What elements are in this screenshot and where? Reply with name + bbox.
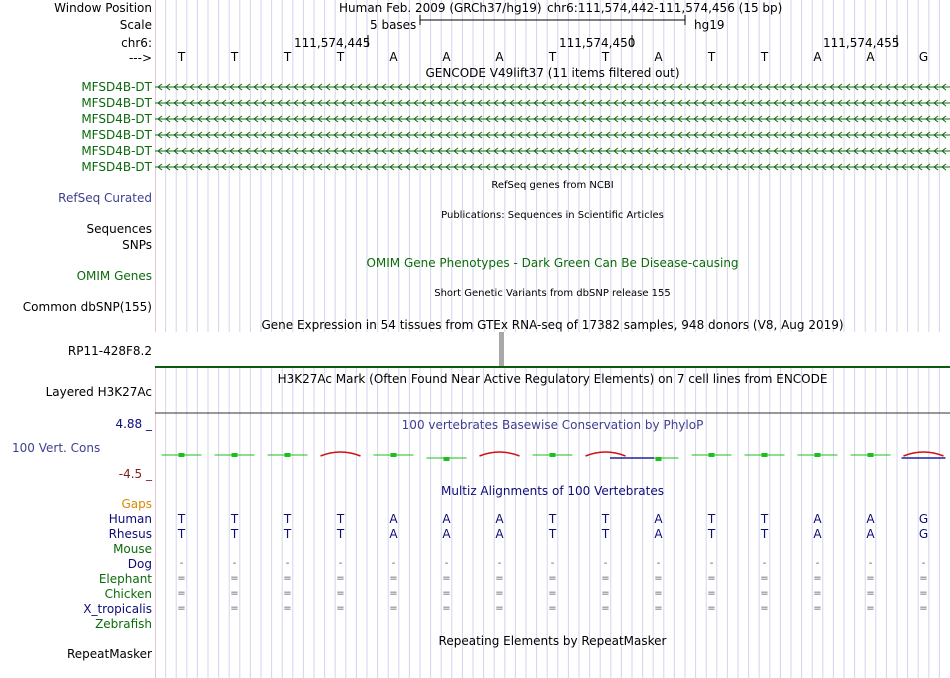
multiz-base: = xyxy=(548,573,557,584)
multiz-base: T xyxy=(336,512,345,526)
multiz-base: = xyxy=(495,603,504,614)
base-letter: A xyxy=(866,50,875,64)
multiz-base: = xyxy=(919,573,928,584)
phylop-mark xyxy=(374,453,414,457)
multiz-base: - xyxy=(762,558,767,569)
multiz-base: - xyxy=(179,558,184,569)
base-letter: T xyxy=(230,50,239,64)
multiz-base: = xyxy=(548,603,557,614)
multiz-base: A xyxy=(442,527,451,541)
refseq-track-title[interactable]: RefSeq genes from NCBI xyxy=(491,180,614,191)
multiz-base: = xyxy=(548,588,557,599)
position-label: chr6:111,574,442-111,574,456 (15 bp) xyxy=(547,1,783,15)
multiz-base: = xyxy=(601,573,610,584)
multiz-base: - xyxy=(603,558,608,569)
multiz-base: = xyxy=(707,588,716,599)
multiz-base: = xyxy=(654,588,663,599)
gaps-label[interactable]: Gaps xyxy=(121,497,152,511)
multiz-base: A xyxy=(389,512,398,526)
base-letter: T xyxy=(760,50,769,64)
base-letter: A xyxy=(813,50,822,64)
gene-track-label[interactable]: MFSD4B-DT xyxy=(81,128,152,142)
multiz-base: - xyxy=(338,558,343,569)
multiz-base: - xyxy=(232,558,237,569)
chrom-label[interactable]: chr6: xyxy=(121,36,152,50)
multiz-base: A xyxy=(866,512,875,526)
conservation-min-label: -4.5 _ xyxy=(118,467,152,481)
multiz-base: T xyxy=(760,527,769,541)
base-letter: T xyxy=(707,50,716,64)
multiz-base: = xyxy=(336,603,345,614)
gene-feature[interactable] xyxy=(155,164,950,170)
phylop-mark xyxy=(427,457,467,461)
multiz-base: - xyxy=(815,558,820,569)
phylop-mark xyxy=(215,453,255,457)
base-letter: A xyxy=(442,50,451,64)
gtex-track-bg xyxy=(155,332,950,366)
base-letter: A xyxy=(389,50,398,64)
scale-label[interactable]: Scale xyxy=(119,18,152,32)
species-label[interactable]: Human xyxy=(108,512,152,526)
multiz-base: - xyxy=(709,558,714,569)
track-label-column xyxy=(0,0,156,678)
multiz-base: A xyxy=(654,512,663,526)
multiz-row-rhesus xyxy=(155,527,950,541)
multiz-base: = xyxy=(495,588,504,599)
phylop-mark xyxy=(692,453,732,457)
phylop-mark xyxy=(904,452,944,456)
gencode-track-title[interactable]: GENCODE V49lift37 (11 items filtered out) xyxy=(425,66,680,80)
strand-arrow-label[interactable]: ---> xyxy=(128,51,152,65)
publications-track-title[interactable]: Publications: Sequences in Scientific Articles xyxy=(441,210,664,221)
multiz-base: T xyxy=(283,527,292,541)
phylop-mark xyxy=(851,453,891,457)
base-letter: G xyxy=(918,50,929,64)
multiz-base: = xyxy=(389,603,398,614)
multiz-base: = xyxy=(177,603,186,614)
base-letter: T xyxy=(548,50,557,64)
multiz-base: = xyxy=(813,588,822,599)
multiz-row-elephant xyxy=(155,572,950,586)
base-letter: T xyxy=(601,50,610,64)
multiz-base: T xyxy=(707,512,716,526)
snp155-track-title[interactable]: Short Genetic Variants from dbSNP release 155 xyxy=(434,288,671,299)
layered-h3k27ac-label[interactable]: Layered H3K27Ac xyxy=(45,385,152,399)
gene-track-label[interactable]: MFSD4B-DT xyxy=(81,144,152,158)
multiz-base: T xyxy=(707,527,716,541)
multiz-base: = xyxy=(230,588,239,599)
db-label: hg19 xyxy=(694,18,725,32)
phylop-mark xyxy=(321,452,361,456)
multiz-base: - xyxy=(391,558,396,569)
multiz-base: = xyxy=(919,603,928,614)
gene-feature[interactable] xyxy=(155,100,950,106)
gene-track-label[interactable]: MFSD4B-DT xyxy=(81,96,152,110)
species-label[interactable]: Chicken xyxy=(104,587,152,601)
multiz-base: = xyxy=(707,603,716,614)
omim-track-title[interactable]: OMIM Gene Phenotypes - Dark Green Can Be Disease-causing xyxy=(366,256,739,270)
multiz-base: A xyxy=(495,512,504,526)
base-letter: T xyxy=(177,50,186,64)
multiz-base: T xyxy=(177,512,186,526)
multiz-base: - xyxy=(444,558,449,569)
multiz-base: = xyxy=(495,573,504,584)
coord-label-2: 111,574,450 xyxy=(559,36,636,50)
multiz-base: = xyxy=(813,573,822,584)
multiz-base: = xyxy=(283,603,292,614)
base-letter: A xyxy=(654,50,663,64)
base-letter: T xyxy=(336,50,345,64)
multiz-base: = xyxy=(336,588,345,599)
multiz-base: - xyxy=(656,558,661,569)
phylop-mark xyxy=(162,453,202,457)
gene-feature[interactable] xyxy=(155,116,950,122)
phylop-mark xyxy=(798,453,838,457)
multiz-row-x-tropicalis xyxy=(155,602,950,616)
multiz-base: T xyxy=(177,527,186,541)
phylop-mark xyxy=(268,453,308,457)
vert-cons-label[interactable]: 100 Vert. Cons xyxy=(12,441,101,455)
multiz-base: A xyxy=(389,527,398,541)
multiz-base: = xyxy=(389,588,398,599)
multiz-base: - xyxy=(550,558,555,569)
multiz-base: = xyxy=(230,603,239,614)
phylop-mark xyxy=(533,453,573,457)
repeatmasker-track-title[interactable]: Repeating Elements by RepeatMasker xyxy=(438,634,667,648)
multiz-base: = xyxy=(177,588,186,599)
coord-label-1: 111,574,445 xyxy=(294,36,371,50)
common-dbsnp-label[interactable]: Common dbSNP(155) xyxy=(22,300,152,314)
multiz-base: A xyxy=(813,527,822,541)
reference-bases xyxy=(155,50,950,64)
multiz-row-dog xyxy=(155,557,950,571)
multiz-base: = xyxy=(442,573,451,584)
multiz-base: = xyxy=(760,588,769,599)
gene-track-label[interactable]: MFSD4B-DT xyxy=(81,80,152,94)
multiz-base: = xyxy=(866,588,875,599)
multiz-base: T xyxy=(230,512,239,526)
multiz-base: = xyxy=(760,603,769,614)
multiz-base: - xyxy=(285,558,290,569)
sequences-label[interactable]: Sequences xyxy=(86,222,152,236)
multiz-base: - xyxy=(868,558,873,569)
gtex-track-title[interactable]: Gene Expression in 54 tissues from GTEx RNA-seq of 17382 samples, 948 donors (V8, Aug 2019) xyxy=(261,318,844,332)
phylop-mark xyxy=(480,452,520,456)
species-label[interactable]: Mouse xyxy=(113,542,152,556)
multiz-base: A xyxy=(495,527,504,541)
multiz-base: T xyxy=(548,527,557,541)
species-label[interactable]: Zebrafish xyxy=(95,617,152,631)
gene-track-label[interactable]: MFSD4B-DT xyxy=(81,112,152,126)
repeatmasker-label[interactable]: RepeatMasker xyxy=(66,647,152,661)
omim-genes-label[interactable]: OMIM Genes xyxy=(76,269,152,283)
multiz-base: = xyxy=(389,573,398,584)
multiz-base: = xyxy=(601,603,610,614)
multiz-row-human xyxy=(155,512,950,526)
gtex-gene-label[interactable]: RP11-428F8.2 xyxy=(67,344,152,358)
phylop-mark xyxy=(745,453,785,457)
refseq-curated-label[interactable]: RefSeq Curated xyxy=(58,191,152,205)
scale-text: 5 bases xyxy=(370,18,417,32)
assembly-label: Human Feb. 2009 (GRCh37/hg19) xyxy=(339,1,542,15)
multiz-base: = xyxy=(654,573,663,584)
multiz-base: T xyxy=(548,512,557,526)
multiz-base: A xyxy=(813,512,822,526)
gene-track-label[interactable]: MFSD4B-DT xyxy=(81,160,152,174)
phylop-conservation-plot xyxy=(162,452,946,461)
multiz-base: T xyxy=(601,527,610,541)
conservation-max-label: 4.88 _ xyxy=(115,417,152,431)
species-label[interactable]: Elephant xyxy=(98,572,152,586)
multiz-base: = xyxy=(813,603,822,614)
species-label[interactable]: Rhesus xyxy=(108,527,152,541)
h3k27ac-track-title[interactable]: H3K27Ac Mark (Often Found Near Active Regulatory Elements) on 7 cell lines from ENCODE xyxy=(277,372,828,386)
phylop-track-title[interactable]: 100 vertebrates Basewise Conservation by PhyloP xyxy=(401,418,704,432)
gene-feature[interactable] xyxy=(155,132,950,138)
multiz-base: = xyxy=(442,603,451,614)
gene-feature[interactable] xyxy=(155,84,950,90)
gencode-gene-features xyxy=(155,84,950,170)
multiz-base: T xyxy=(336,527,345,541)
species-label[interactable]: X_tropicalis xyxy=(83,602,152,616)
multiz-base: A xyxy=(866,527,875,541)
snps-label[interactable]: SNPs xyxy=(122,238,152,252)
multiz-base: - xyxy=(921,558,926,569)
multiz-base: = xyxy=(283,573,292,584)
multiz-base: = xyxy=(866,573,875,584)
base-letter: A xyxy=(495,50,504,64)
multiz-base: = xyxy=(654,603,663,614)
multiz-base: A xyxy=(654,527,663,541)
gtex-expression-bar[interactable] xyxy=(499,332,504,366)
multiz-base: = xyxy=(336,573,345,584)
multiz-base: = xyxy=(707,573,716,584)
multiz-base: T xyxy=(230,527,239,541)
multiz-base: = xyxy=(601,588,610,599)
multiz-base: T xyxy=(601,512,610,526)
base-letter: T xyxy=(283,50,292,64)
multiz-track-title[interactable]: Multiz Alignments of 100 Vertebrates xyxy=(440,484,665,498)
multiz-base: T xyxy=(283,512,292,526)
multiz-base: = xyxy=(230,573,239,584)
multiz-base: = xyxy=(283,588,292,599)
species-label[interactable]: Dog xyxy=(127,557,152,571)
multiz-base: = xyxy=(442,588,451,599)
phylop-mark xyxy=(586,452,626,456)
multiz-base: T xyxy=(760,512,769,526)
multiz-base: - xyxy=(497,558,502,569)
window-position-label[interactable]: Window Position xyxy=(54,1,152,15)
multiz-base: = xyxy=(177,573,186,584)
multiz-base: = xyxy=(919,588,928,599)
coord-label-3: 111,574,455 xyxy=(823,36,900,50)
gene-feature[interactable] xyxy=(155,148,950,154)
multiz-base: G xyxy=(918,512,929,526)
multiz-base: A xyxy=(442,512,451,526)
multiz-base: = xyxy=(760,573,769,584)
multiz-base: G xyxy=(918,527,929,541)
multiz-base: = xyxy=(866,603,875,614)
multiz-row-chicken xyxy=(155,587,950,601)
